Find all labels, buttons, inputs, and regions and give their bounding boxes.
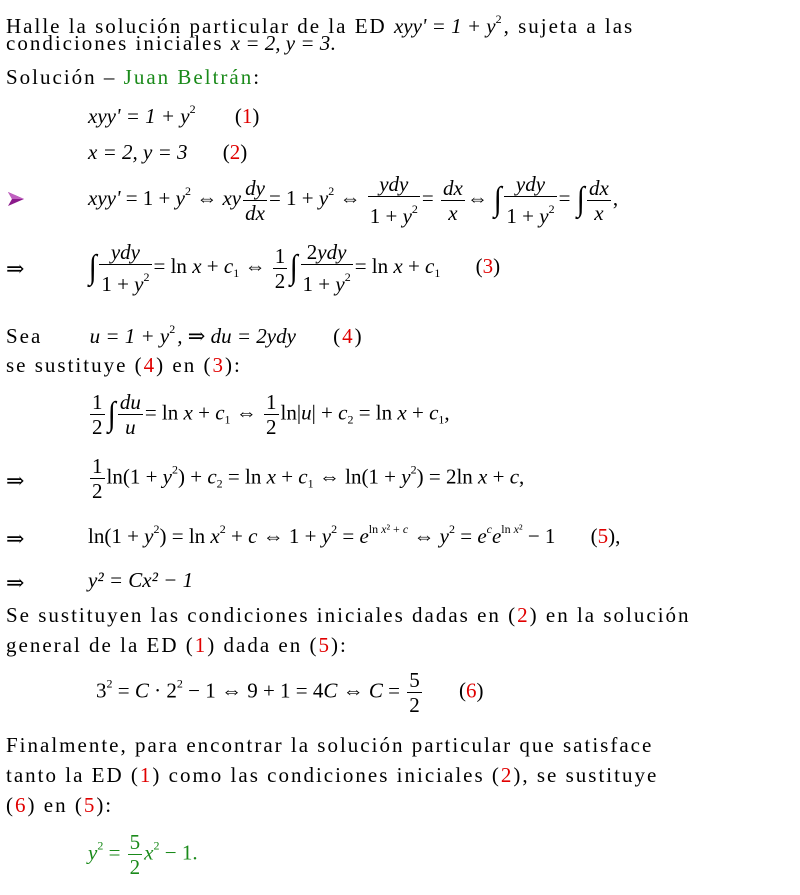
paragraph-final-line2: tanto la ED (1) como las condiciones iniciales (2), se sustituye <box>6 763 659 787</box>
equation-1: $xyy' = 1 + y^2$ (1) <box>88 102 260 128</box>
problem-statement-line1: Halle la solución particular de la ED $xyy' = 1 + y^2$, sujeta a las <box>6 12 635 38</box>
implies-arrow-icon: ⇒ <box>6 256 25 281</box>
paragraph-final-line1: Finalmente, para encontrar la solución particular que satisface <box>6 733 654 757</box>
paragraph-initial-conditions-line2: general de la ED (1) dada en (5): <box>6 633 348 657</box>
problem-statement-line2: condiciones iniciales x = 2, y = 3. <box>6 31 338 55</box>
paragraph-initial-conditions-line1: Se sustituyen las condiciones iniciales dadas en (2) en la solución <box>6 603 691 627</box>
general-solution: y² = Cx² − 1 <box>88 568 194 592</box>
particular-solution: $y^2$ = $\frac{5}{2}$ $x^2 - 1$. <box>88 830 198 879</box>
equation-5: $\ln(1 + y^2) = \ln x^2 + c$ ⇔ $1 + y^2 = e^{ln x^2 + c}$ ⇔ $y^2 = e^ce^{ln x^2} - 1$ (5), <box>88 522 621 548</box>
substitution-definition: Sea $u = 1 + y^2$, ⇒ du = 2ydy (4) <box>6 322 364 348</box>
solution-heading: Solución – Juan Beltrán: <box>6 65 262 89</box>
equation-6: $3^2 = C \cdot 2^2 - 1$ ⇔ 9 + 1 = 4C ⇔ C = $\frac{5}{2}$ (6) <box>96 668 484 717</box>
equation-2: x = 2, y = 3 (2) <box>88 140 248 164</box>
log-step: $\frac{1}{2}$ $\ln(1 + y^2) + c_2 = \ln x + c_1$ ⇔ $\ln(1 + y^2) = 2\ln$ x + c, <box>92 454 525 503</box>
implies-arrow-icon: ⇒ <box>6 468 25 493</box>
paragraph-final-line3: (6) en (5): <box>6 793 114 817</box>
arrow-bullet-icon <box>6 190 26 213</box>
implies-arrow-icon: ⇒ <box>6 570 25 595</box>
integral-in-u: $\frac{1}{2}$ ∫ $\frac{du}{u}$ = $\ln x + c_1$ ⇔ $\frac{1}{2}$ $\ln|u| + c_2 = \ln x + c_1$, <box>92 390 450 439</box>
implies-arrow-icon: ⇒ <box>6 526 25 551</box>
equation-3: ∫ $\frac{\text{ydy}}{1 + y^2}$ = $\ln x + c_1$ ⇔ $\frac{1}{2}$ ∫ $\frac{\text{2ydy}}{1 + y^2}$ = $\ln x + c_1$ (3) <box>88 240 501 296</box>
separation-step: $xyy' = 1 + y^2$ ⇔ xy $\frac{dy}{dx}$ = $1 + y^2$ ⇔ $\frac{\text{ydy}}{1 + y^2}$ = $\frac{dx}{x}$ ⇔ ∫ $\frac{\text{ydy}}{1 + y^2}$ = ∫ $\frac{dx}{x}$ , <box>88 172 619 228</box>
substitute-4-into-3: se sustituye (4) en (3): <box>6 353 242 377</box>
